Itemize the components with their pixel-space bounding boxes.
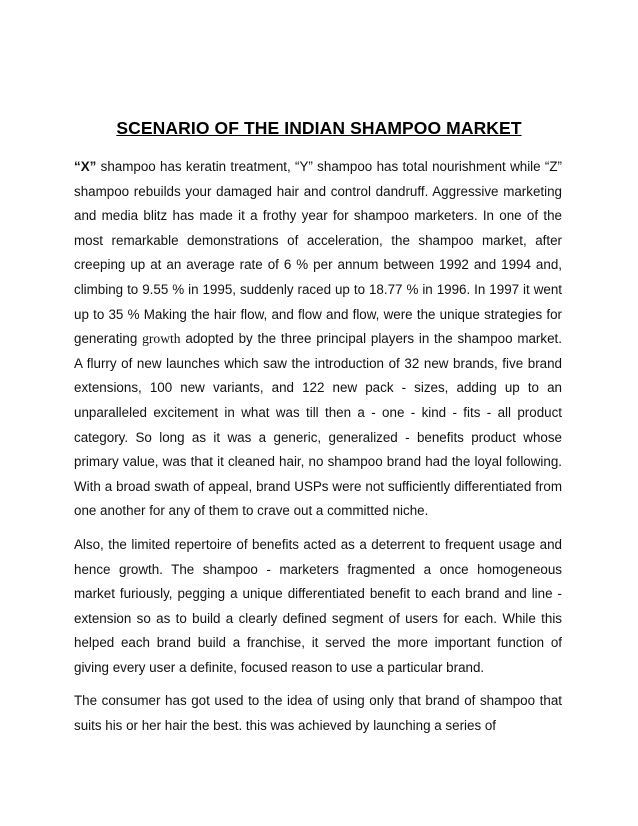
paragraph-3: The consumer has got used to the idea of using only that brand of shampoo that suits his or her hair the best. this was achieved by launching a series of [74, 693, 562, 734]
paragraph-1-lead: “X” [74, 159, 97, 174]
document-title: SCENARIO OF THE INDIAN SHAMPOO MARKET [116, 118, 522, 138]
document-body [74, 155, 562, 748]
paragraph-1-text-a: shampoo has keratin treatment, “Y” shampoo has total nourishment while “Z” shampoo rebuilds your damaged hair and control dandruff. Aggressive marketing and media blitz has made it a frothy year for shampoo marketers. In one of the most remarkable demonstrations of acceleration, the shampoo market, after creeping up at an average rate of 6 % per annum between 1992 and 1994 and, climbing to 9.55 % in 1995, suddenly raced up to 18.77 % in 1996. In 1997 it went up to 35 % Making the hair flow, and flow and flow, were the unique strategies for generating [74, 159, 562, 347]
paragraph-1-serif-word: growth [142, 331, 181, 347]
paragraph-2: Also, the limited repertoire of benefits acted as a deterrent to frequent usage and hence growth. The shampoo - marketers fragmented a once homogeneous market furiously, pegging a unique differentiated benefit to each brand and line - extension so as to build a clearly defined segment of users for each. While this helped each brand build a franchise, it served the more important function of giving every user a definite, focused reason to use a particular brand. [74, 536, 562, 675]
paragraph-1 [74, 155, 562, 524]
paragraph-1-text-b: adopted by the three principal players in the shampoo market. A flurry of new launches which saw the introduction of 32 new brands, five brand extensions, 100 new variants, and 122 new pack - sizes, adding up to an unparalleled excitement in what was till then a - one - kind - fits - all product category. So long as it was a generic, generalized - benefits product whose primary value, was that it cleaned hair, no shampoo brand had the loyal following. With a broad swath of appeal, brand USPs were not sufficiently differentiated from one another for any of them to crave out a committed niche. [74, 331, 562, 519]
